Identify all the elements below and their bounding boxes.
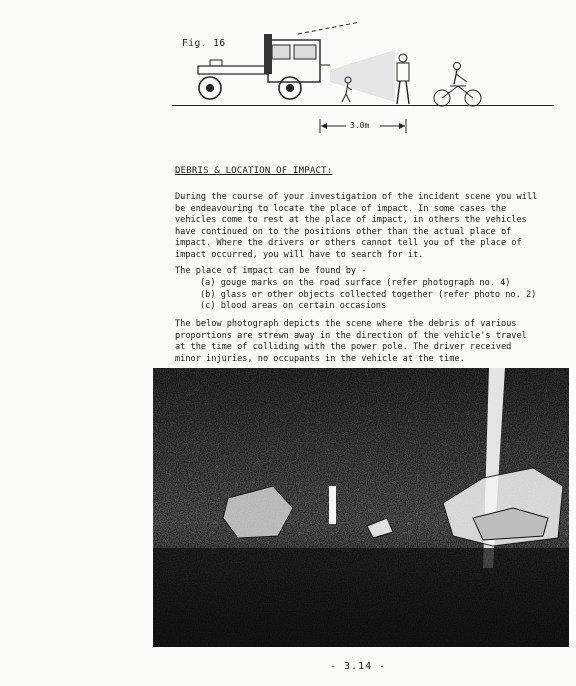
text-line: be endeavouring to locate the place of impact. In some cases the — [175, 203, 507, 214]
section-heading: DEBRIS & LOCATION OF IMPACT: — [175, 166, 333, 176]
paragraph-intro — [175, 192, 555, 262]
text-line: at the time of colliding with the power pole. The driver received — [175, 342, 512, 353]
dimension-label: 3.0m — [350, 121, 370, 130]
text-line: vehicles come to rest at the place of impact, in others the vehicles — [175, 215, 527, 226]
text-line: impact occurred, you will have to search for it. — [175, 249, 424, 260]
text-line: proportions are strewn away in the direction of the vehicle's travel — [175, 330, 527, 341]
crash-scene-photograph — [153, 368, 569, 647]
page-number: - 3.14 - — [330, 661, 387, 672]
text-line: minor injuries, no occupants in the vehicle at the time. — [175, 353, 465, 364]
list-item: (b) glass or other objects collected together (refer photo no. 2) — [200, 289, 537, 300]
paragraph-found-by: The place of impact can be found by - — [175, 266, 367, 276]
text-line: have continued on to the positions other than the actual place of — [175, 226, 512, 237]
road-line — [172, 105, 554, 106]
list-item: (c) blood areas on certain occasions — [200, 301, 387, 312]
impact-list — [200, 278, 570, 313]
list-item: (a) gouge marks on the road surface (refer photograph no. 4) — [200, 278, 511, 288]
text-line: During the course of your investigation of the incident scene you will — [175, 192, 538, 202]
truck-pedestrian-illustration — [180, 20, 560, 110]
figure-label: Fig. 16 — [182, 38, 226, 49]
paragraph-photo-description — [175, 319, 555, 365]
text-line: The below photograph depicts the scene where the debris of various — [175, 319, 517, 329]
text-line: impact. Where the drivers or others cannot tell you of the place of — [175, 238, 522, 249]
